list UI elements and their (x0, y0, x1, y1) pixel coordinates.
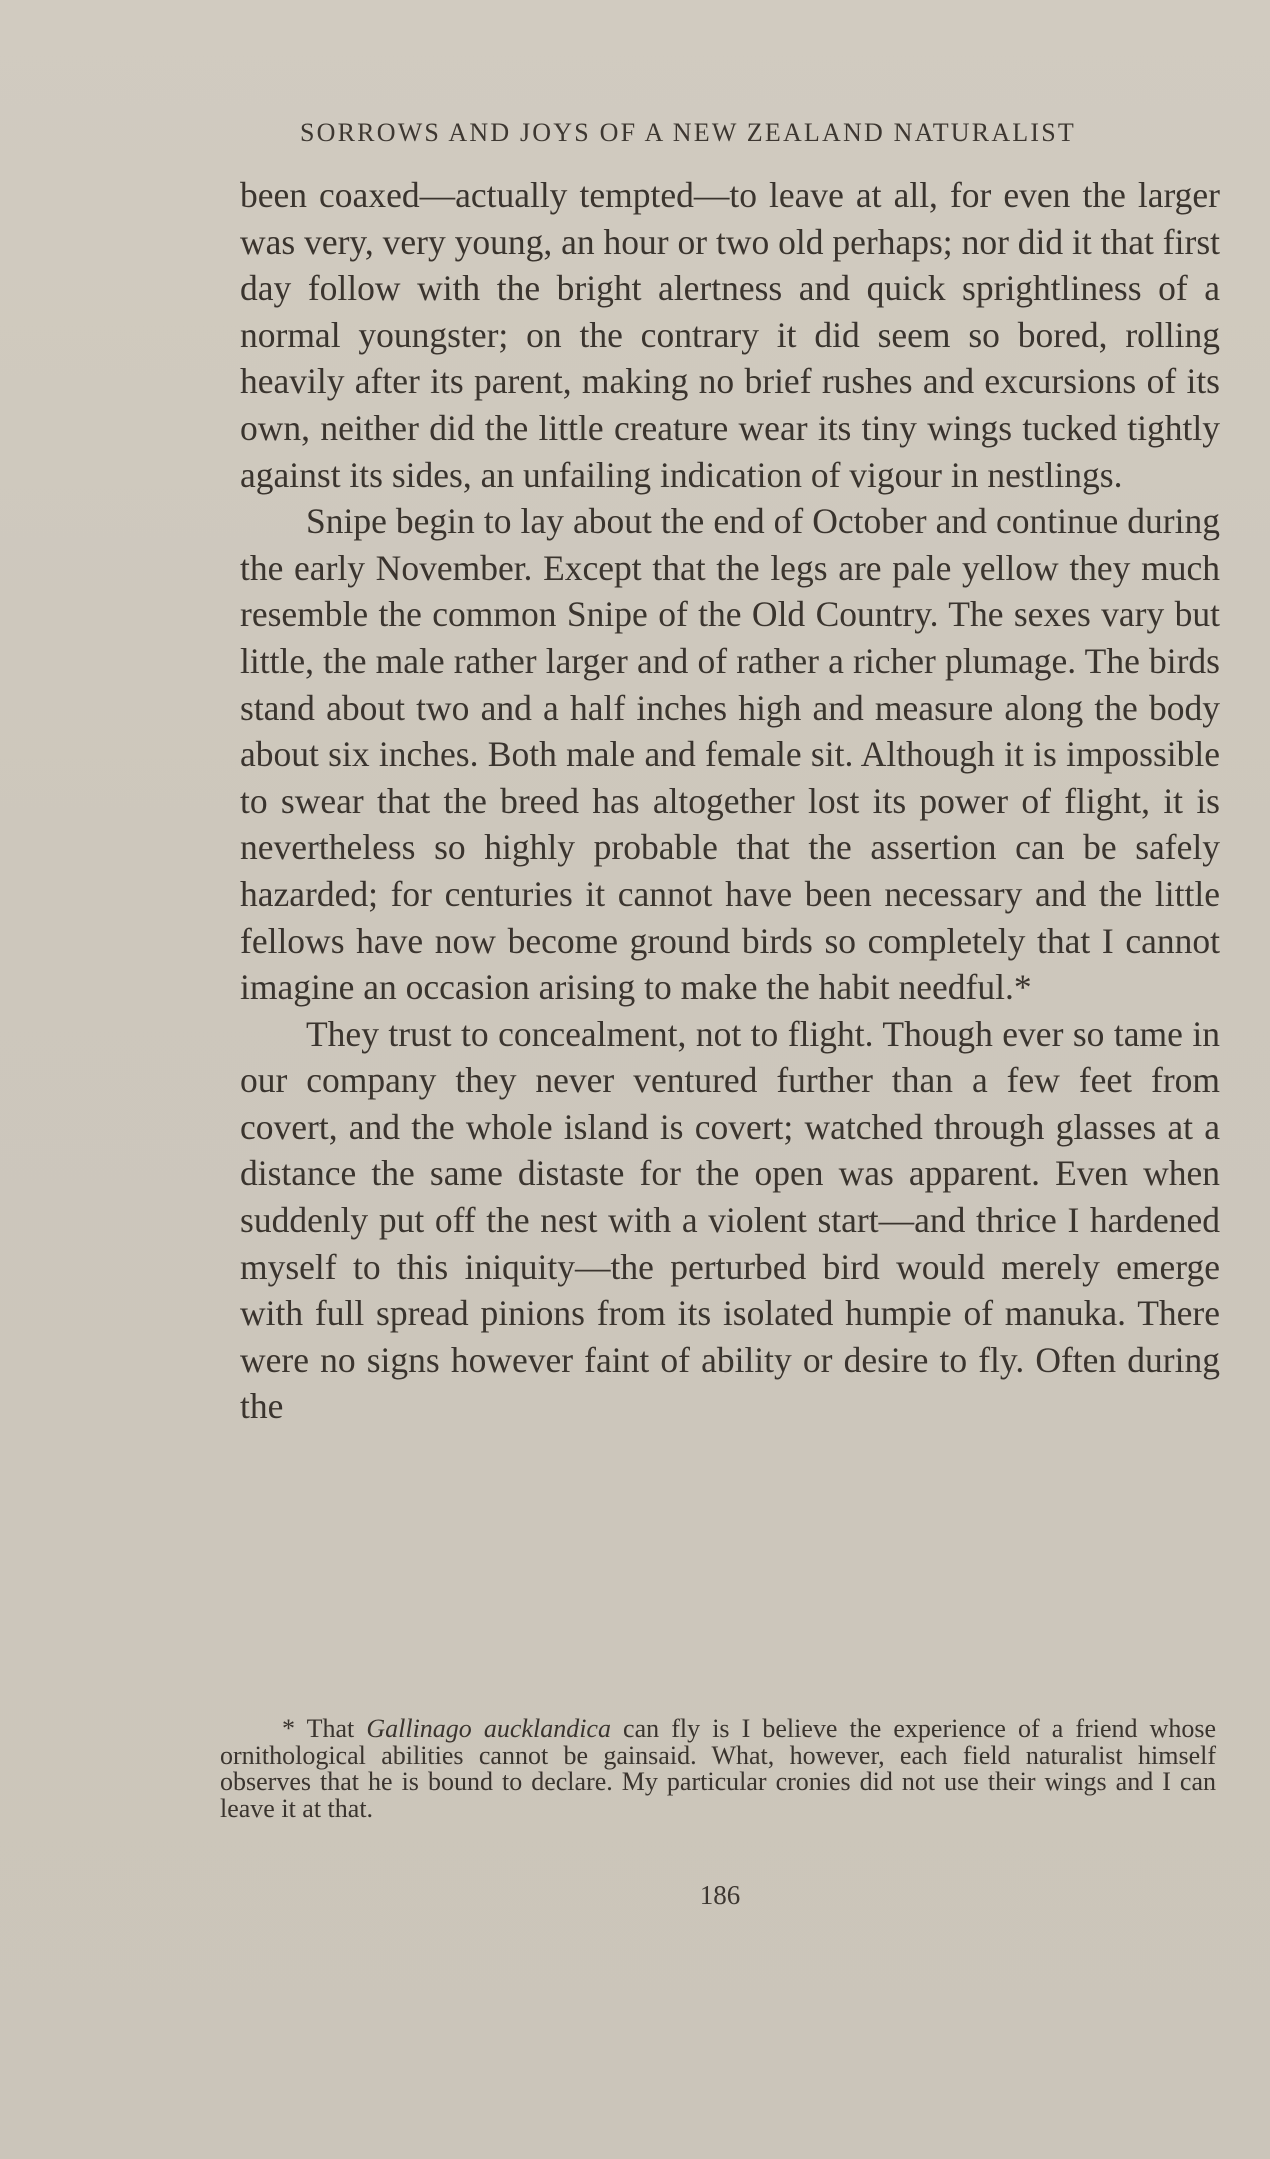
paragraph-3: They trust to concealment, not to flight. Though ever so tame in our company they never ventured further than a few feet from covert, and the whole island is covert; watched through glasses at a distance the same distaste for the open was apparent. Even when suddenly put off the nest with a violent start—and thrice I hardened myself to this iniquity—the perturbed bird would merely emerge with full spread pinions from its isolated humpie of manuka. There were no signs however faint of ability or desire to fly. Often during the (240, 1013, 1220, 1427)
footnote-marker: * That (282, 1714, 367, 1743)
paragraph-1: been coaxed—actually tempted—to leave at all, for even the larger was very, very young, an hour or two old perhaps; nor did it that first day follow with the bright alertness and quick sprightliness of a normal youngster; on the contrary it did seem so bored, rolling heavily after its parent, making no brief rushes and excursions of its own, neither did the little creature wear its tiny wings tucked tightly against its sides, an unfailing indication of vigour in nestlings. (240, 175, 1220, 495)
running-head: SORROWS AND JOYS OF A NEW ZEALAND NATURALIST (300, 118, 1076, 147)
footnote-text: can fly is I believe the experience of a friend whose ornithological abilities cannot be gainsaid. What, however, each field naturalist himself observes that he is bound to declare. My particular cronies did not use their wings and I can leave it at that. (220, 1714, 1217, 1823)
body-text (240, 172, 1220, 1430)
page-number: 186 (699, 1880, 741, 1910)
paragraph-2: Snipe begin to lay about the end of October and continue during the early November. Except that the legs are pale yellow they much resemble the common Snipe of the Old Country. The sexes vary but little, the male rather larger and of rather a richer plumage. The birds stand about two and a half inches high and measure along the body about six inches. Both male and female sit. Although it is impossible to swear that the breed has altogether lost its power of flight, it is nevertheless so highly probable that the assertion can be safely hazarded; for centuries it cannot have been necessary and the little fellows have now become ground birds so completely that I cannot imagine an occasion arising to make the habit needful.* (240, 501, 1220, 1008)
footnote-paragraph (220, 1716, 1216, 1822)
footnote-species-name: Gallinago aucklandica (366, 1714, 611, 1743)
footnote (220, 1716, 1216, 1822)
